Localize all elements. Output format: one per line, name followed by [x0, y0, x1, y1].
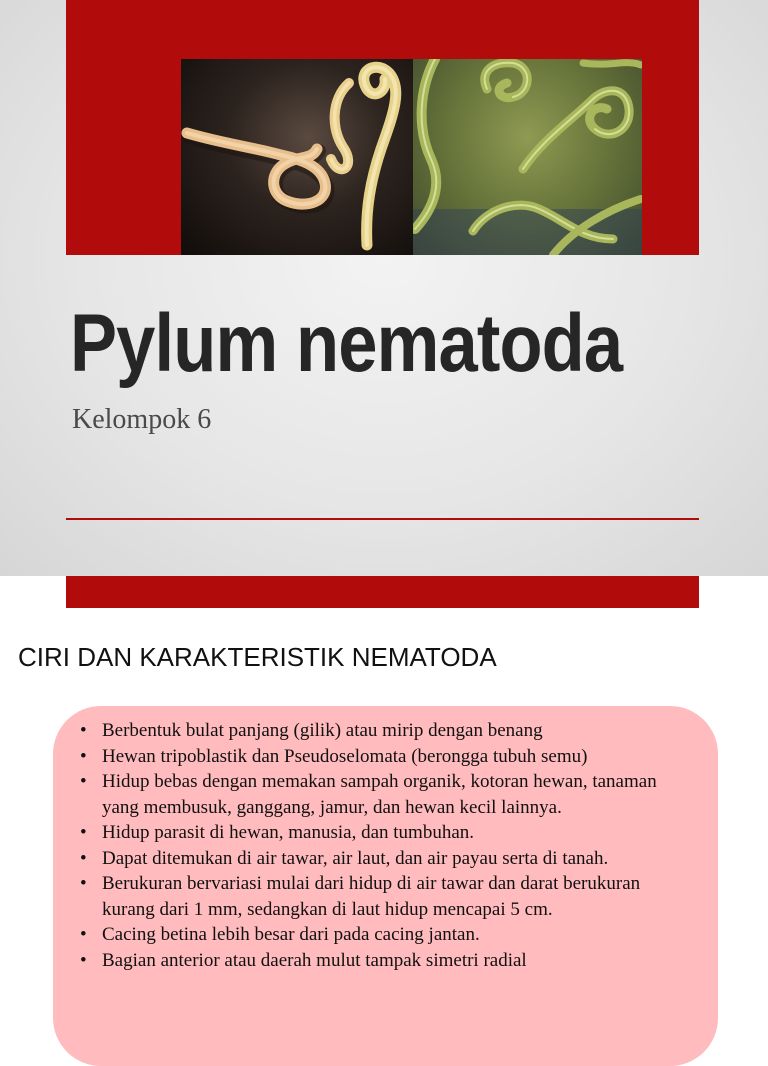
- nematode-illustration: [413, 59, 642, 255]
- list-item: • Berbentuk bulat panjang (gilik) atau mirip dengan benang: [102, 718, 694, 744]
- section-heading: CIRI DAN KARAKTERISTIK NEMATODA: [18, 642, 497, 672]
- list-item: • Hewan tripoblastik dan Pseudoselomata (berongga tubuh semu): [102, 744, 694, 770]
- list-item: • Hidup bebas dengan memakan sampah organik, kotoran hewan, tanaman yang membusuk, ganggang, jamur, dan hewan kecil lainnya.: [102, 769, 694, 820]
- roundworm-photo-left: [181, 59, 413, 255]
- red-divider-line: [66, 518, 699, 520]
- list-item: • Cacing betina lebih besar dari pada cacing jantan.: [102, 922, 694, 948]
- red-footer-band: [66, 576, 699, 608]
- list-item: • Dapat ditemukan di air tawar, air laut, dan air payau serta di tanah.: [102, 846, 694, 872]
- slide-subtitle: Kelompok 6: [72, 404, 212, 435]
- list-item: • Hidup parasit di hewan, manusia, dan tumbuhan.: [102, 820, 694, 846]
- nematode-microscope-photo: [413, 59, 642, 255]
- roundworm-illustration: [181, 59, 413, 255]
- characteristics-box: [53, 706, 718, 1066]
- characteristics-list: [83, 718, 694, 973]
- list-item: • Bagian anterior atau daerah mulut tampak simetri radial: [102, 948, 694, 974]
- slide-title: Pylum nematoda: [70, 298, 623, 389]
- list-item: • Berukuran bervariasi mulai dari hidup di air tawar dan darat berukuran kurang dari 1 mm, sedangkan di laut hidup mencapai 5 cm.: [102, 871, 694, 922]
